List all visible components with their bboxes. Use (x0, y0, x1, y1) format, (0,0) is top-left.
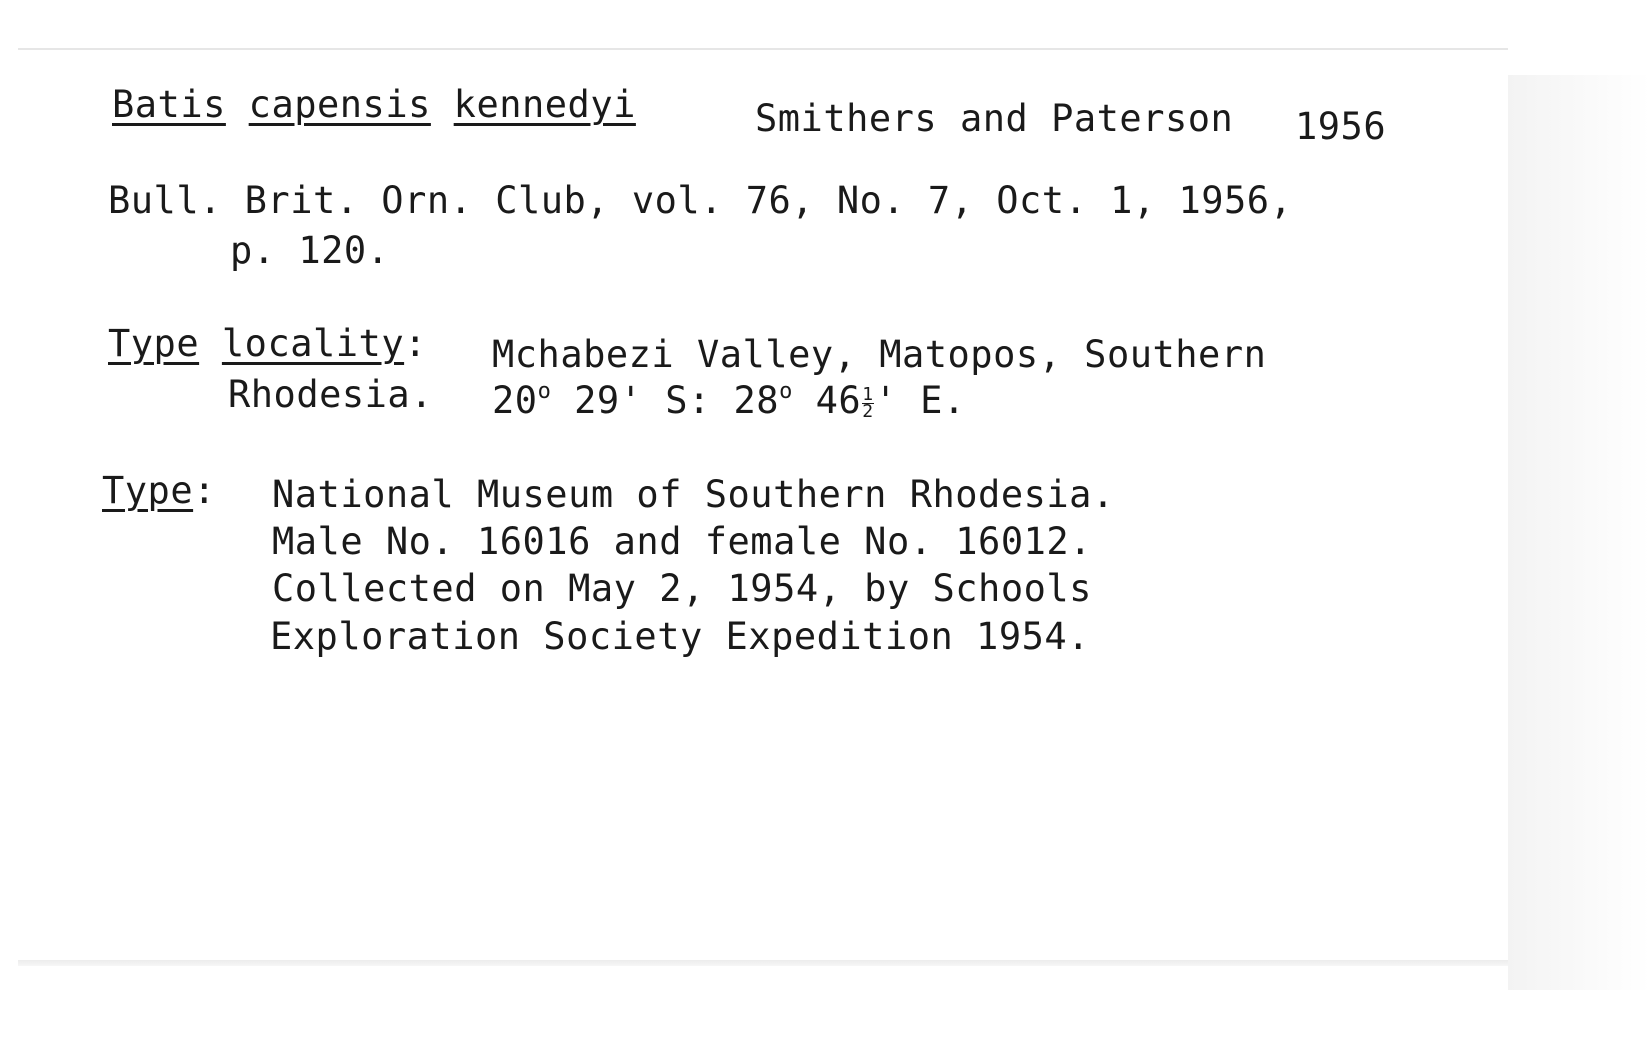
latitude-minutes: 29' S: (574, 379, 711, 422)
label-colon: : (404, 322, 427, 365)
latitude-degrees: 20 (492, 379, 538, 422)
citation-line-2: p. 120. (230, 229, 390, 272)
subspecies: kennedyi (453, 83, 636, 126)
citation-line-1: Bull. Brit. Orn. Club, vol. 76, No. 7, Oct. 1, 1956, (108, 179, 1293, 222)
half-fraction: $\frac{1}{2}$ (862, 384, 874, 422)
type-label-colon: : (193, 469, 216, 512)
longitude-suffix: ' E. (874, 379, 966, 422)
authors: Smithers and Paterson (755, 97, 1234, 140)
type-line-4: Exploration Society Expedition 1954. (270, 615, 1090, 658)
scan-edge-shadow (1508, 75, 1650, 990)
label-locality-word: locality (221, 322, 405, 365)
degree-symbol: o (779, 379, 793, 404)
type-line-3: Collected on May 2, 1954, by Schools (272, 567, 1092, 610)
locality-line-1: Mchabezi Valley, Matopos, Southern (492, 333, 1267, 376)
year: 1956 (1295, 105, 1387, 148)
type-locality-label (108, 322, 427, 365)
species: capensis (248, 83, 431, 126)
genus: Batis (112, 83, 226, 126)
coordinates (492, 379, 966, 422)
longitude-minutes: 46 (815, 379, 862, 422)
longitude-degrees: 28 (733, 379, 780, 422)
type-label (102, 469, 216, 512)
degree-symbol: o (537, 379, 552, 404)
taxon-name (112, 83, 636, 126)
type-label-word: Type (102, 469, 194, 512)
locality-line-2: Rhodesia. (228, 373, 433, 416)
label-type-word: Type (108, 322, 200, 365)
type-line-1: National Museum of Southern Rhodesia. (272, 473, 1115, 516)
type-line-2: Male No. 16016 and female No. 16012. (272, 520, 1092, 563)
